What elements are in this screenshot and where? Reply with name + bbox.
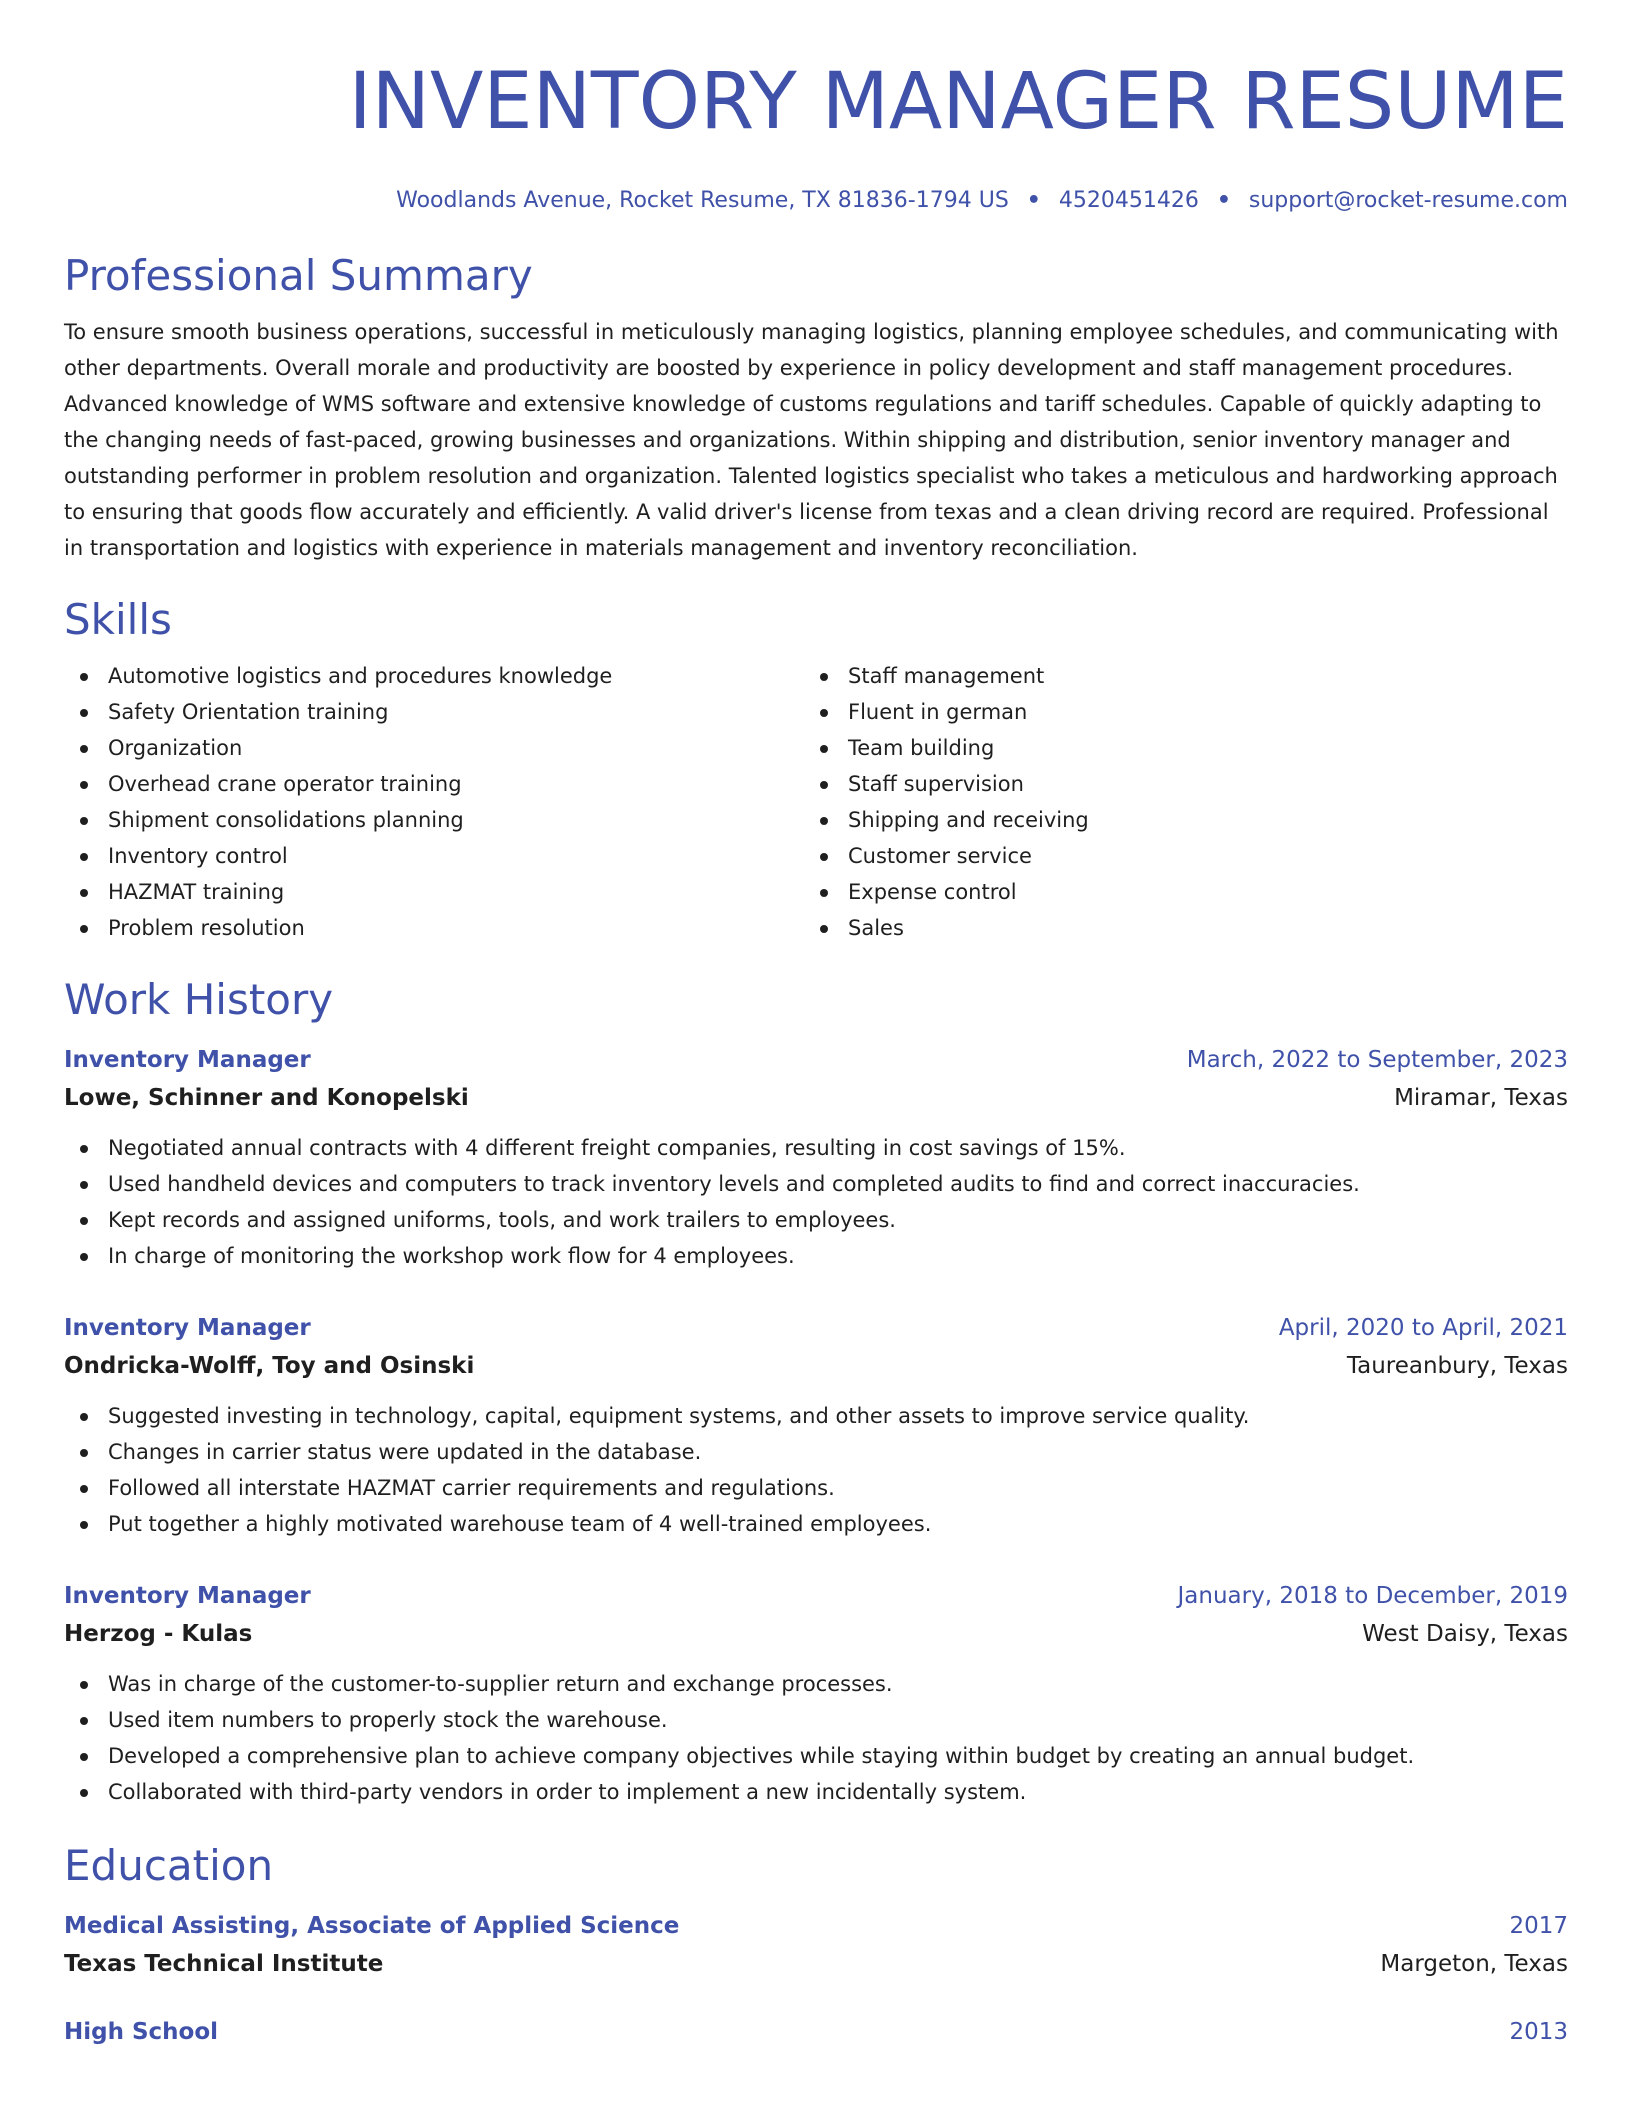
resume-header xyxy=(64,0,1568,216)
job-bullet: Followed all interstate HAZMAT carrier requirements and regulations. xyxy=(64,1470,1568,1506)
job-bullets xyxy=(64,1130,1568,1274)
contact-line xyxy=(64,186,1568,216)
contact-separator: • xyxy=(1216,188,1231,213)
job-entry xyxy=(64,1578,1568,1810)
skill-item: Automotive logistics and procedures knowledge xyxy=(64,658,804,694)
job-location: Taureanbury, Texas xyxy=(1346,1353,1568,1379)
education-location: Margeton, Texas xyxy=(1380,1951,1568,1977)
education-year: 2013 xyxy=(1509,2019,1568,2045)
job-bullet: Negotiated annual contracts with 4 different freight companies, resulting in cost savings of 15%. xyxy=(64,1130,1568,1166)
education-school: Texas Technical Institute xyxy=(64,1951,384,1977)
job-company-row xyxy=(64,1614,1568,1654)
job-bullet: Used item numbers to properly stock the warehouse. xyxy=(64,1702,1568,1738)
education-degree: High School xyxy=(64,2019,219,2045)
contact-separator: • xyxy=(1026,188,1041,213)
job-header-row xyxy=(64,1042,1568,1078)
skill-item: Overhead crane operator training xyxy=(64,766,804,802)
job-company-row xyxy=(64,1346,1568,1386)
contact-address: Woodlands Avenue, Rocket Resume, TX 81836-1794 US xyxy=(396,188,1009,213)
section-title-education: Education xyxy=(64,1841,274,1890)
job-bullet: Developed a comprehensive plan to achieve company objectives while staying within budget by creating an annual budget. xyxy=(64,1738,1568,1774)
job-dates: April, 2020 to April, 2021 xyxy=(1278,1315,1568,1341)
skill-item: Staff management xyxy=(804,658,1544,694)
education-section xyxy=(64,1840,1568,2050)
skill-item: Problem resolution xyxy=(64,910,804,946)
education-entry xyxy=(64,1908,1568,1984)
page-title: INVENTORY MANAGER RESUME xyxy=(348,57,1568,147)
skill-item: Team building xyxy=(804,730,1544,766)
job-dates: March, 2022 to September, 2023 xyxy=(1186,1047,1568,1073)
summary-text: To ensure smooth business operations, successful in meticulously managing logistics, planning employee schedules, and communicating with other departments. Overall morale and productivity are boosted by experience in policy development and staff management procedures. Advanced knowledge of WMS software and extensive knowledge of customs regulations and tariff schedules. Capable of quickly adapting to the changing needs of fast-paced, growing businesses and organizations. Within shipping and distribution, senior inventory manager and outstanding performer in problem resolution and organization. Talented logistics specialist who takes a meticulous and hardworking approach to ensuring that goods flow accurately and efficiently. A valid driver's license from texas and a clean driving record are required. Professional in transportation and logistics with experience in materials management and inventory reconciliation. xyxy=(64,320,1559,560)
summary-section xyxy=(64,250,1568,566)
job-entry xyxy=(64,1042,1568,1274)
job-title: Inventory Manager xyxy=(64,1047,311,1073)
job-company: Lowe, Schinner and Konopelski xyxy=(64,1085,469,1111)
job-title: Inventory Manager xyxy=(64,1315,311,1341)
skill-item: Sales xyxy=(804,910,1544,946)
job-location: Miramar, Texas xyxy=(1394,1085,1568,1111)
education-degree: Medical Assisting, Associate of Applied Science xyxy=(64,1913,680,1939)
contact-phone: 4520451426 xyxy=(1058,188,1199,213)
skills-grid xyxy=(64,658,1568,946)
job-company: Ondricka-Wolff, Toy and Osinski xyxy=(64,1353,475,1379)
job-company: Herzog - Kulas xyxy=(64,1621,253,1647)
job-bullet: Collaborated with third-party vendors in order to implement a new incidentally system. xyxy=(64,1774,1568,1810)
job-bullet: Used handheld devices and computers to track inventory levels and completed audits to find and correct inaccuracies. xyxy=(64,1166,1568,1202)
education-year: 2017 xyxy=(1509,1913,1568,1939)
job-header-row xyxy=(64,1310,1568,1346)
job-entry xyxy=(64,1310,1568,1542)
job-title: Inventory Manager xyxy=(64,1583,311,1609)
skill-item: Shipment consolidations planning xyxy=(64,802,804,838)
job-company-row xyxy=(64,1078,1568,1118)
skills-section xyxy=(64,594,1568,946)
education-entry xyxy=(64,2014,1568,2050)
skill-item: Fluent in german xyxy=(804,694,1544,730)
education-header-row xyxy=(64,1908,1568,1944)
skill-item: Safety Orientation training xyxy=(64,694,804,730)
job-bullet: Changes in carrier status were updated in the database. xyxy=(64,1434,1568,1470)
skill-item: Inventory control xyxy=(64,838,804,874)
job-bullet: In charge of monitoring the workshop work flow for 4 employees. xyxy=(64,1238,1568,1274)
job-bullets xyxy=(64,1666,1568,1810)
skill-item: Organization xyxy=(64,730,804,766)
education-header-row xyxy=(64,2014,1568,2050)
skill-item: Customer service xyxy=(804,838,1544,874)
education-school-row xyxy=(64,1944,1568,1984)
skill-item: Staff supervision xyxy=(804,766,1544,802)
section-title-work-history: Work History xyxy=(64,975,334,1024)
skill-item: Expense control xyxy=(804,874,1544,910)
job-bullets xyxy=(64,1398,1568,1542)
skills-list-right xyxy=(804,658,1544,946)
job-bullet: Suggested investing in technology, capital, equipment systems, and other assets to improve service quality. xyxy=(64,1398,1568,1434)
skill-item: HAZMAT training xyxy=(64,874,804,910)
skill-item: Shipping and receiving xyxy=(804,802,1544,838)
job-bullet: Kept records and assigned uniforms, tools, and work trailers to employees. xyxy=(64,1202,1568,1238)
job-dates: January, 2018 to December, 2019 xyxy=(1177,1583,1568,1609)
job-bullet: Put together a highly motivated warehouse team of 4 well-trained employees. xyxy=(64,1506,1568,1542)
work-history-section xyxy=(64,974,1568,1810)
job-bullet: Was in charge of the customer-to-supplier return and exchange processes. xyxy=(64,1666,1568,1702)
job-header-row xyxy=(64,1578,1568,1614)
contact-email: support@rocket-resume.com xyxy=(1248,188,1568,213)
skills-list-left xyxy=(64,658,804,946)
section-title-summary: Professional Summary xyxy=(64,251,533,300)
section-title-skills: Skills xyxy=(64,595,172,644)
job-location: West Daisy, Texas xyxy=(1362,1621,1568,1647)
